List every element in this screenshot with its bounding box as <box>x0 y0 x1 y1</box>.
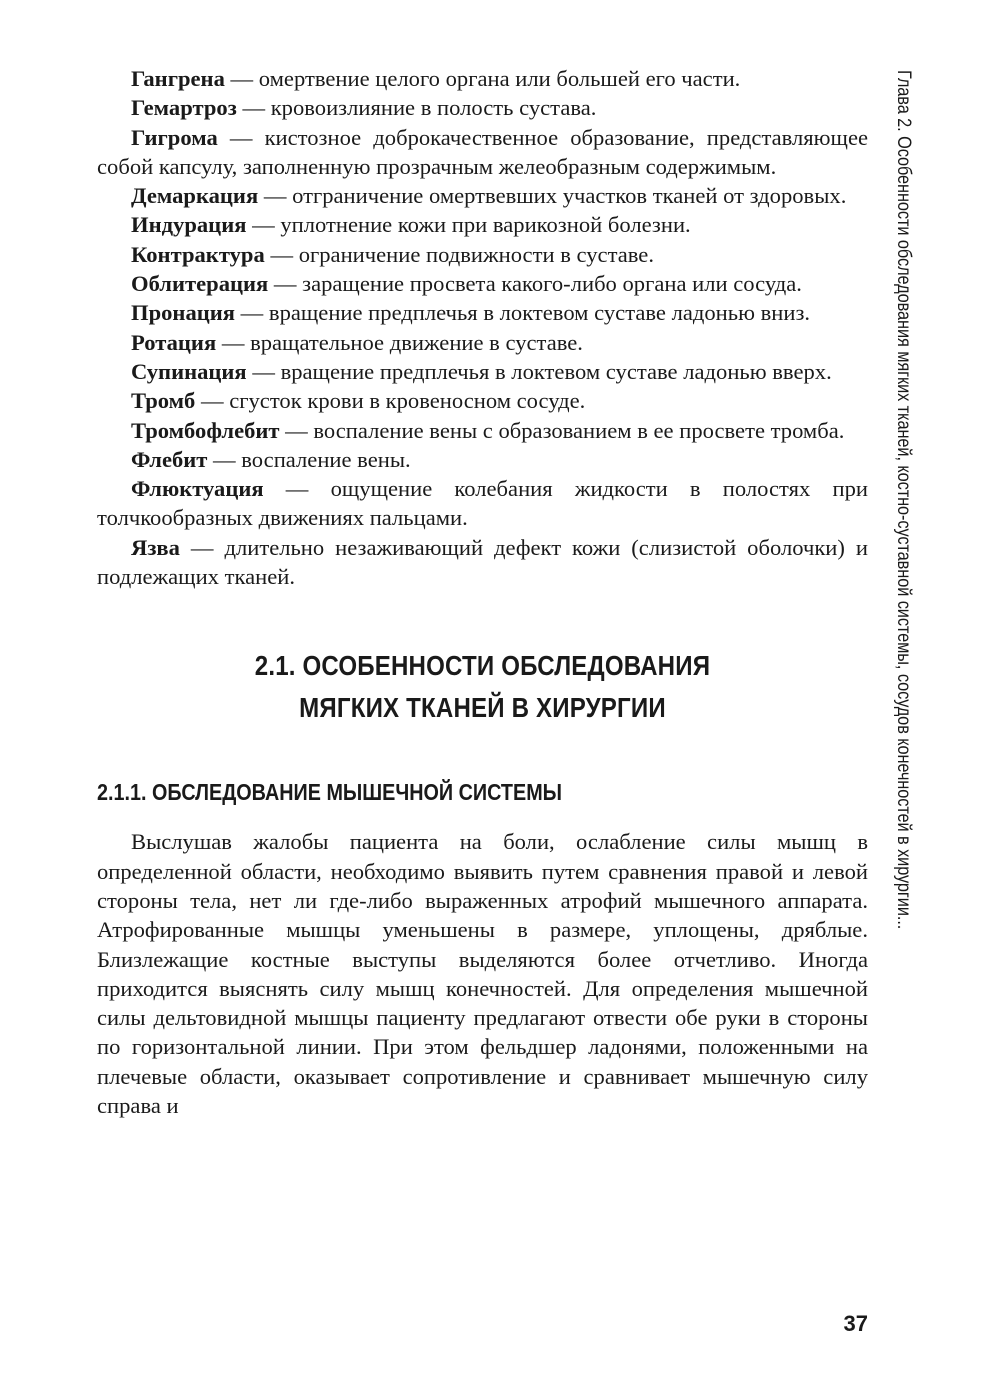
glossary-entry <box>97 386 868 415</box>
glossary-term: Гигрома <box>131 124 218 150</box>
glossary-definition: — вращение предплечья в локтевом суставе ладонью вниз. <box>235 300 811 326</box>
body-paragraph: Выслушав жалобы пациента на боли, ослабление силы мышц в определенной области, необходимо выявить путем сравнения правой и левой стороны тела, нет ли где-либо выраженных атрофий мышечного аппарата. Атрофированные мышцы уменьшены в размере, уплощены, дряблые. Близлежащие костные выступы выделяются более отчетливо. Иногда приходится выяснять силу мышц конечностей. Для определения мышечной силы дельтовидной мышцы пациенту предлагают отвести обе руки в стороны по горизонтальной линии. При этом фельдшер ладонями, положенными на плечевые области, оказывает сопротивление и сравнивает мышечную силу справа и <box>97 829 868 1119</box>
subsection-title: 2.1.1. ОБСЛЕДОВАНИЕ МЫШЕЧНОЙ СИСТЕМЫ <box>97 779 563 806</box>
running-header-text: Глава 2. Особенности обследования мягких тканей, костно-суставной системы, сосудов конечностей в хирургии... <box>893 70 914 930</box>
glossary-entry <box>97 123 868 182</box>
section-title <box>151 645 814 729</box>
glossary-definition: — вращение предплечья в локтевом суставе ладонью вверх. <box>246 358 832 384</box>
section-title-line: 2.1. ОСОБЕННОСТИ ОБСЛЕДОВАНИЯ <box>254 650 711 682</box>
glossary-entry <box>97 269 868 298</box>
glossary-entry <box>97 328 868 357</box>
glossary-term: Тромбофлебит <box>131 417 280 443</box>
glossary-term: Облитерация <box>131 271 269 297</box>
glossary-definition: — ощущение колебания жидкости в полостях при толчкообразных движениях пальцами. <box>97 476 868 531</box>
page-content <box>97 64 868 1120</box>
glossary-entry <box>97 357 868 386</box>
glossary-term: Флюктуация <box>131 476 264 502</box>
glossary-term: Флебит <box>131 446 208 472</box>
glossary-entry <box>97 445 868 474</box>
glossary-term: Ротация <box>131 329 217 355</box>
glossary-definition: — ограничение подвижности в суставе. <box>264 241 654 267</box>
glossary-definition: — уплотнение кожи при варикозной болезни. <box>246 212 691 238</box>
glossary-entry <box>97 474 868 533</box>
glossary-entry <box>97 298 868 327</box>
glossary-entry <box>97 533 868 592</box>
glossary-term: Пронация <box>131 300 236 326</box>
section-title-line: МЯГКИХ ТКАНЕЙ В ХИРУРГИИ <box>299 692 666 724</box>
glossary-definition: — воспаление вены с образованием в ее просвете тромба. <box>279 417 845 443</box>
glossary-term: Гангрена <box>131 66 225 91</box>
glossary-term: Супинация <box>131 358 247 384</box>
glossary-term: Язва <box>131 534 180 560</box>
glossary-definition: — заращение просвета какого-либо органа или сосуда. <box>268 271 802 297</box>
glossary-definition: — кистозное доброкачественное образование, представляющее собой капсулу, заполненную прозрачным желеобразным содержимым. <box>97 124 868 179</box>
glossary-entry <box>97 210 868 239</box>
glossary-definition: — воспаление вены. <box>207 446 411 472</box>
glossary-term: Гемартроз <box>131 95 237 121</box>
glossary-definition: — длительно незаживающий дефект кожи (слизистой оболочки) и подлежащих тканей. <box>97 534 868 590</box>
glossary-term: Демаркация <box>131 183 259 209</box>
glossary-term: Контрактура <box>131 241 265 267</box>
glossary-term: Индурация <box>131 212 247 238</box>
glossary-entry <box>97 181 868 210</box>
glossary-entry <box>97 93 868 122</box>
glossary-definition: — кровоизлияние в полость сустава. <box>236 95 597 121</box>
glossary-entry <box>97 64 868 93</box>
glossary-definition: — отграничение омертвевших участков тканей от здоровых. <box>258 183 847 209</box>
glossary-entry <box>97 416 868 445</box>
glossary-entry <box>97 240 868 269</box>
glossary-definition: — сгусток крови в кровеносном сосуде. <box>195 388 586 414</box>
glossary-definition: — омертвение целого органа или большей его части. <box>224 66 741 91</box>
glossary <box>97 64 868 591</box>
glossary-definition: — вращательное движение в суставе. <box>216 329 583 355</box>
page-number: 37 <box>843 1311 868 1336</box>
glossary-term: Тромб <box>131 388 196 414</box>
running-header <box>888 70 918 1370</box>
